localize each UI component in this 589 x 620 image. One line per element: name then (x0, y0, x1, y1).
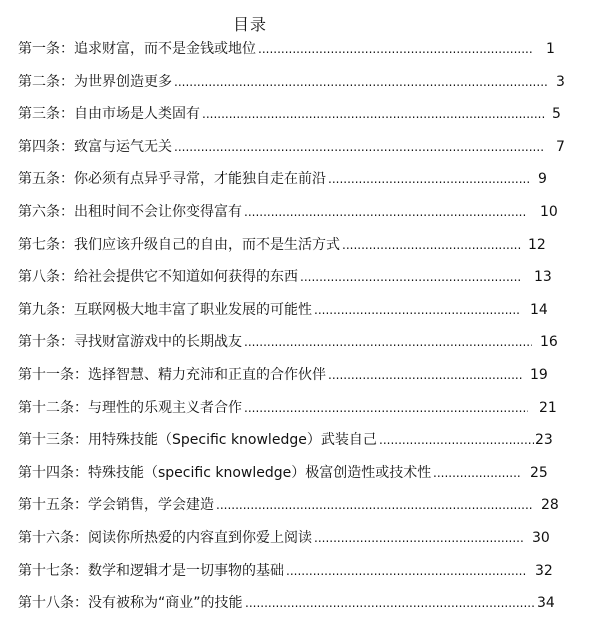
toc-dot-leader (314, 522, 524, 555)
toc-entry-page-number: 21 (539, 399, 557, 416)
toc-entry-page-number: 7 (556, 138, 565, 155)
toc-entry[interactable] (0, 326, 589, 359)
toc-dot-leader (258, 33, 532, 66)
toc-entry[interactable] (0, 131, 589, 164)
toc-entry[interactable] (0, 522, 589, 555)
toc-entry[interactable] (0, 261, 589, 294)
toc-dot-leader (433, 457, 520, 490)
toc-entry-label: 第十一条：选择智慧、精力充沛和正直的合作伙伴 (18, 366, 326, 383)
toc-dot-leader (379, 424, 534, 457)
toc-entry[interactable] (0, 163, 589, 196)
toc-dot-leader (244, 392, 528, 425)
toc-dot-leader (244, 196, 526, 229)
toc-dot-leader (216, 489, 532, 522)
toc-entry[interactable] (0, 392, 589, 425)
toc-entry-page-number: 32 (535, 562, 553, 579)
toc-dot-leader (286, 555, 526, 588)
toc-entry[interactable] (0, 33, 589, 66)
toc-entry-label: 第十条：寻找财富游戏中的长期战友 (18, 334, 242, 351)
toc-dot-leader (342, 229, 522, 262)
toc-entry-label: 第八条：给社会提供它不知道如何获得的东西 (18, 269, 298, 286)
toc-dot-leader (202, 98, 545, 131)
toc-entry-label: 第三条：自由市场是人类固有 (18, 106, 200, 123)
toc-entry-page-number: 3 (556, 73, 565, 90)
toc-entry-page-number: 25 (530, 464, 548, 481)
toc-dot-leader (314, 294, 520, 327)
toc-entry-page-number: 19 (530, 366, 548, 383)
toc-entry[interactable] (0, 457, 589, 490)
toc-entry-page-number: 5 (552, 106, 561, 123)
toc-entry[interactable] (0, 196, 589, 229)
toc-entry-page-number: 9 (538, 171, 547, 188)
toc-entry-label: 第十七条：数学和逻辑才是一切事物的基础 (18, 562, 284, 579)
toc-entry[interactable] (0, 359, 589, 392)
toc-entry-label: 第二条：为世界创造更多 (18, 73, 172, 90)
toc-entry-label: 第十八条：没有被称为“商业”的技能 (18, 595, 243, 612)
toc-entry-page-number: 12 (528, 236, 546, 253)
toc-entry-page-number: 10 (540, 203, 558, 220)
toc-entry-label: 第十二条：与理性的乐观主义者合作 (18, 399, 242, 416)
toc-entry-page-number: 30 (532, 529, 550, 546)
toc-entry[interactable] (0, 294, 589, 327)
toc-entry-page-number: 16 (540, 334, 558, 351)
toc-entry[interactable] (0, 66, 589, 99)
toc-entry[interactable] (0, 229, 589, 262)
toc-entry-page-number: 34 (537, 595, 555, 612)
toc-entry-label: 第十六条：阅读你所热爱的内容直到你爱上阅读 (18, 529, 312, 546)
toc-title: 目录 (232, 15, 267, 34)
toc-entry-label: 第六条：出租时间不会让你变得富有 (18, 203, 242, 220)
toc-entry-label: 第十四条：特殊技能（specific knowledge）极富创造性或技术性 (18, 464, 432, 481)
toc-entry[interactable] (0, 98, 589, 131)
toc-dot-leader (174, 131, 545, 164)
toc-entry[interactable] (0, 489, 589, 522)
toc-list (0, 33, 589, 620)
toc-entry-label: 第四条：致富与运气无关 (18, 138, 172, 155)
toc-entry-page-number: 1 (546, 41, 555, 57)
toc-entry-page-number: 13 (534, 269, 552, 286)
toc-entry-label: 第九条：互联网极大地丰富了职业发展的可能性 (18, 301, 312, 318)
toc-entry[interactable] (0, 424, 589, 457)
toc-entry-label: 第五条：你必须有点异乎寻常，才能独自走在前沿 (18, 171, 326, 188)
toc-entry-label: 第一条：追求财富，而不是金钱或地位 (18, 41, 256, 57)
toc-dot-leader (244, 326, 532, 359)
toc-entry-page-number: 23 (535, 432, 553, 449)
toc-entry[interactable] (0, 587, 589, 620)
toc-entry-page-number: 14 (530, 301, 548, 318)
toc-dot-leader (328, 163, 530, 196)
toc-dot-leader (328, 359, 522, 392)
toc-entry[interactable] (0, 555, 589, 588)
toc-dot-leader (300, 261, 522, 294)
toc-dot-leader (174, 66, 548, 99)
toc-entry-page-number: 28 (541, 497, 559, 514)
toc-dot-leader (245, 587, 536, 620)
toc-entry-label: 第十三条：用特殊技能（Specific knowledge）武装自己 (18, 432, 377, 449)
toc-entry-label: 第十五条：学会销售，学会建造 (18, 497, 214, 514)
toc-entry-label: 第七条：我们应该升级自己的自由，而不是生活方式 (18, 236, 340, 253)
